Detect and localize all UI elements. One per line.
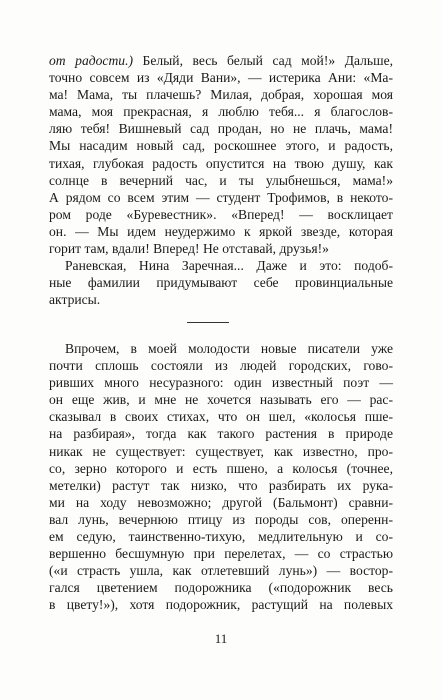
text-section-2	[49, 340, 393, 614]
text-line: на разбирая», тогда как такого растения в природе	[49, 426, 393, 442]
text-line: («и страсть ушла, как отлетевший лунь») — востор-	[49, 563, 393, 579]
text-line: горит там, вдали! Вперед! Не отставай, друзья!»	[49, 241, 329, 257]
text-line: никак не существует: существует, как известно, про-	[49, 443, 393, 459]
text-line: актрисы.	[49, 292, 101, 308]
page-number: 11	[214, 631, 228, 646]
text-line: Раневская, Нина Заречная... Даже и это: подоб-	[65, 258, 393, 274]
text-line: со, зерно которого и есть пшено, а колосья (точнее,	[49, 460, 393, 476]
text-line: ром роде «Буревестник». «Вперед! — восклицает	[49, 206, 393, 222]
text-line	[49, 52, 393, 69]
text-line: вершенно бесшумную при перелетах, — со страстью	[49, 546, 393, 562]
text-line: вал лунь, вечернюю птицу из породы сов, оперенн-	[49, 511, 393, 527]
text-line: он еще жив, и мне не хочется называть его — рас-	[49, 392, 393, 408]
text-line: ми на ходу невозможно; другой (Бальмонт) сравни-	[49, 494, 393, 510]
text-line: ем седую, таинственно-тихую, медлительную и со-	[49, 529, 393, 545]
text-line: он. — Мы идем неудержимо к яркой звезде, которая	[49, 223, 393, 239]
text-line: Впрочем, в моей молодости новые писатели уже	[65, 341, 393, 356]
text-line: Мы насадим новый сад, роскошнее этого, и радость,	[49, 138, 393, 154]
italic-text: от радости.)	[49, 53, 133, 68]
text-line: тихая, глубокая радость опустится на твою душу, как	[49, 155, 393, 171]
text-line: ляю тебя! Вишневый сад продан, но не плачь, мама!	[49, 121, 393, 137]
text-line: ные фамилии придумывают себе провинциальные	[49, 275, 393, 291]
text-section-1	[49, 52, 393, 308]
text-line: сказывал в своих стихах, что он шел, «колосья пше-	[49, 409, 393, 425]
line-text: Белый, весь белый сад мой!» Дальше,	[133, 53, 393, 68]
section-divider	[187, 322, 229, 323]
text-line: в цвету!»), хотя подорожник, растущий на полевых	[49, 597, 393, 613]
text-line: солнце в вечерний час, и ты улыбнешься, мама!»	[49, 172, 393, 188]
text-line: ма! Мама, ты плачешь? Милая, добрая, хорошая моя	[49, 87, 393, 103]
text-line: точно совсем из «Дяди Вани», — истерика Ани: «Ма-	[49, 70, 393, 86]
text-line: А рядом со всем этим — студент Трофимов, в некото-	[49, 189, 393, 205]
text-line: гался цветением подорожника («подорожник весь	[49, 580, 393, 596]
text-line: метелки) растут так низко, что разбирать их рука-	[49, 477, 393, 493]
text-line: мама, моя прекрасная, я люблю тебя... я благослов-	[49, 104, 393, 120]
text-line: ривших много несуразного: один известный поэт —	[49, 375, 393, 391]
text-line: почти сплошь состояли из людей городских, гово-	[49, 358, 393, 374]
